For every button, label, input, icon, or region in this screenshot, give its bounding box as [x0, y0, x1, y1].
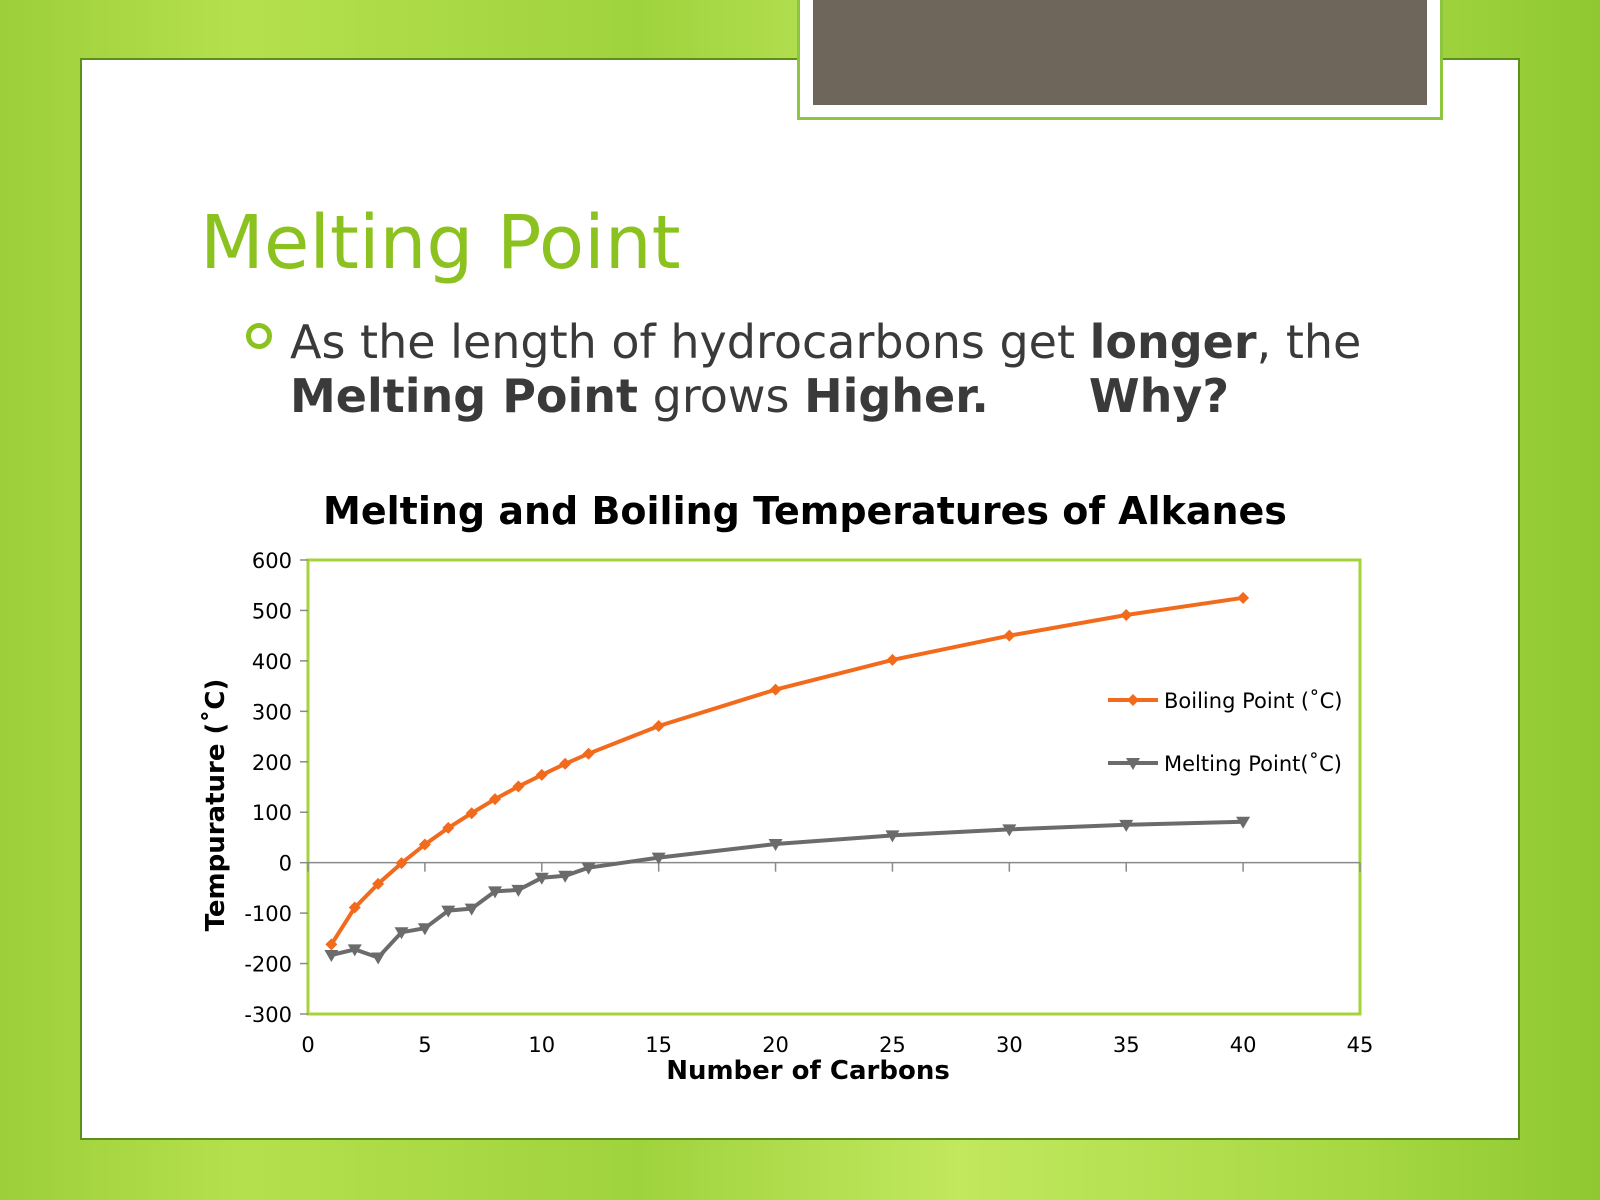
y-tick-label: 200	[251, 750, 292, 775]
legend-label: Melting Point(˚C)	[1164, 752, 1342, 776]
bullet-text-part-2: , the	[1256, 315, 1362, 369]
y-tick-label: 100	[251, 801, 292, 826]
x-tick-label: 40	[1229, 1033, 1257, 1057]
legend-label: Boiling Point (˚C)	[1164, 689, 1343, 713]
bullet-bold-longer: longer	[1089, 315, 1257, 369]
y-tick-label: -200	[244, 952, 292, 977]
bullet-text-part-1: As the length of hydrocarbons get	[290, 315, 1090, 369]
y-tick-label: 0	[278, 851, 292, 876]
y-tick-label: -100	[244, 902, 292, 927]
x-tick-label: 15	[645, 1033, 673, 1057]
y-tick-label: 300	[251, 700, 292, 725]
x-tick-label: 5	[418, 1033, 432, 1057]
x-tick-label: 10	[528, 1033, 556, 1057]
y-tick-label: 600	[251, 549, 292, 573]
bullet-bold-melting-point: Melting Point	[290, 369, 639, 423]
x-tick-label: 30	[995, 1033, 1023, 1057]
y-tick-label: 500	[251, 599, 292, 624]
y-tick-label: 400	[251, 649, 292, 674]
x-tick-label: 35	[1112, 1033, 1140, 1057]
bullet-question: Why?	[1088, 369, 1229, 423]
x-tick-label: 25	[879, 1033, 906, 1057]
y-axis-label: Tempurature (˚C)	[201, 678, 231, 932]
y-axis-ticks	[244, 549, 308, 1027]
y-tick-label: -300	[244, 1003, 292, 1027]
x-tick-label: 0	[301, 1033, 315, 1057]
bullet-bold-higher: Higher.	[804, 369, 989, 423]
chart-title: Melting and Boiling Temperatures of Alkanes	[323, 489, 1287, 533]
slide-title: Melting Point	[200, 200, 681, 286]
plot-area	[308, 560, 1360, 1014]
x-tick-label: 45	[1346, 1033, 1374, 1057]
x-tick-label: 20	[762, 1033, 789, 1057]
bullet-text-part-3: grows	[638, 369, 805, 423]
x-axis-label: Number of Carbons	[666, 1056, 950, 1086]
